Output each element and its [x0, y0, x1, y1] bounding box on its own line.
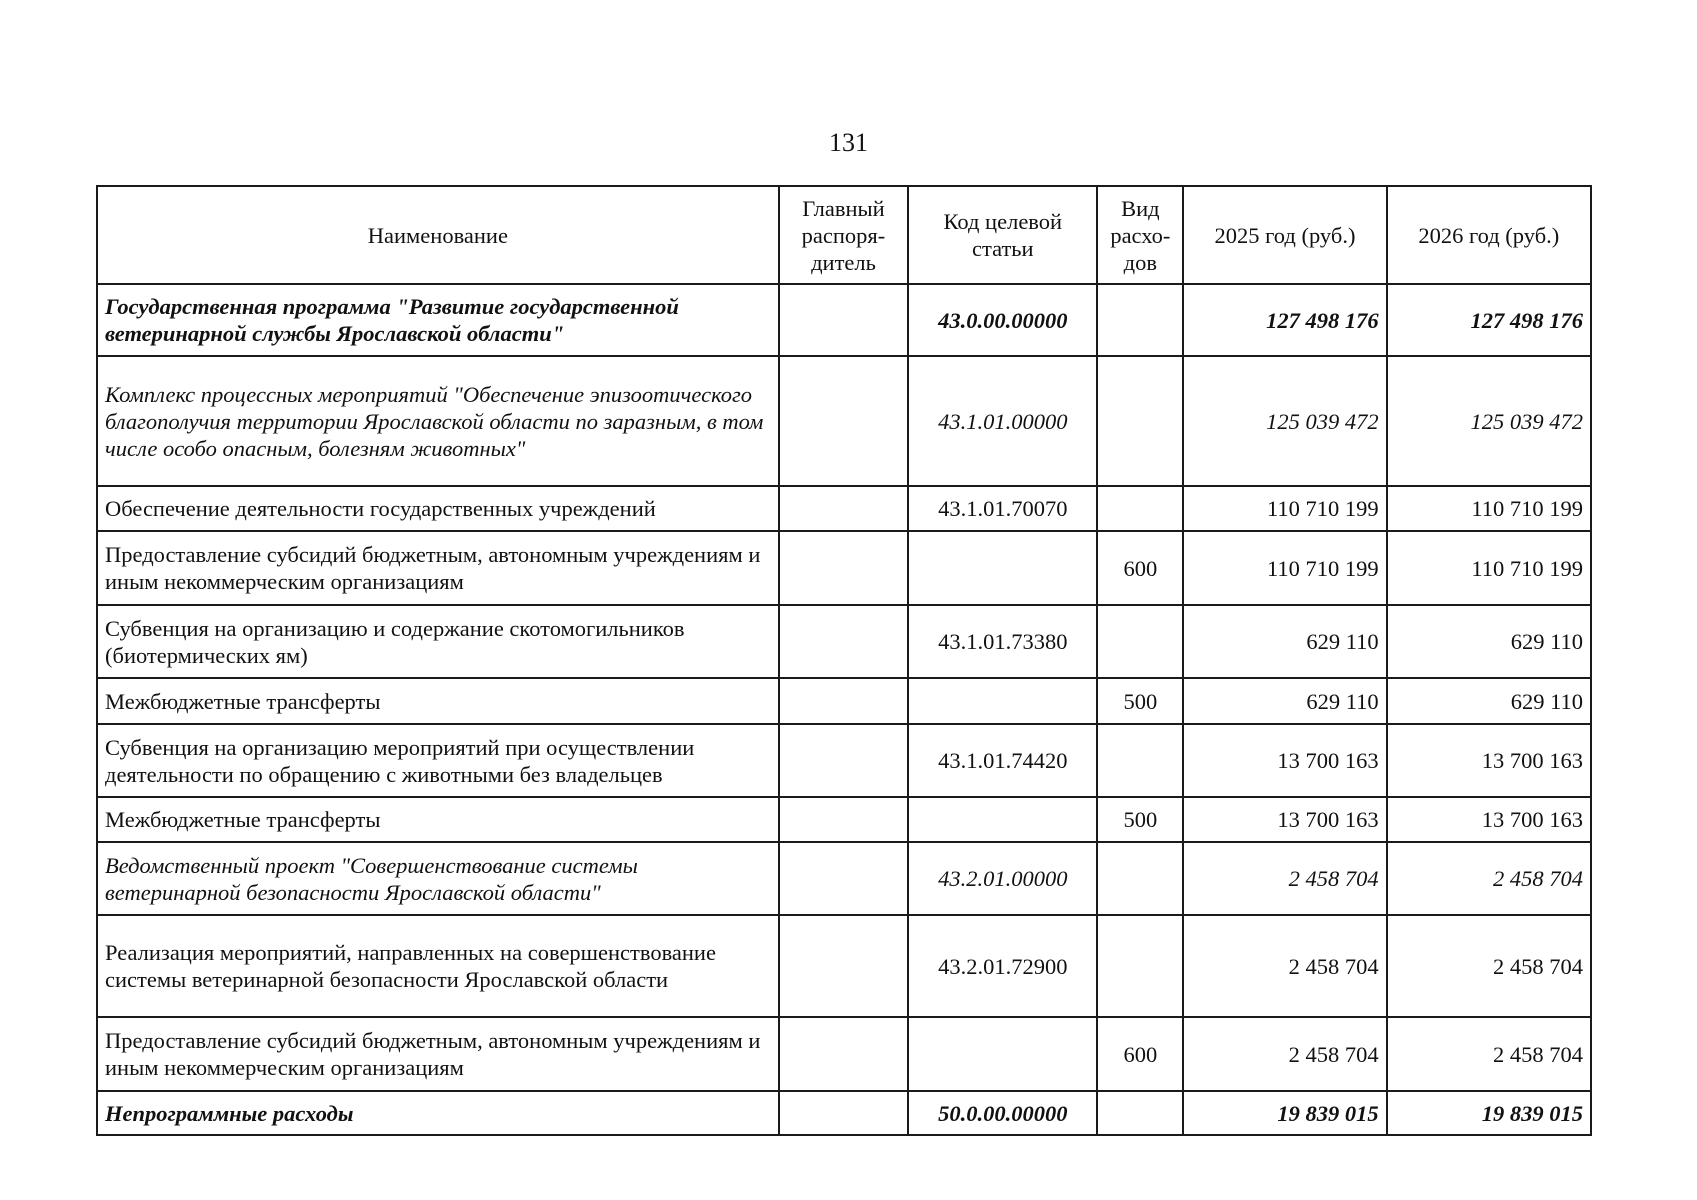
row-manager	[779, 678, 908, 724]
row-name: Межбюджетные трансферты	[97, 678, 779, 724]
row-name: Межбюджетные трансферты	[97, 797, 779, 842]
row-2025: 629 110	[1183, 605, 1386, 678]
row-manager	[779, 1091, 908, 1135]
budget-table	[96, 185, 1592, 1136]
row-manager	[779, 605, 908, 678]
header-name: Наименование	[97, 186, 779, 284]
header-manager: Главный распоря-дитель	[779, 186, 908, 284]
row-manager	[779, 842, 908, 915]
row-2026: 629 110	[1387, 605, 1591, 678]
row-2025: 19 839 015	[1183, 1091, 1386, 1135]
row-2026: 2 458 704	[1387, 915, 1591, 1017]
table-row	[97, 356, 1591, 486]
row-type	[1097, 356, 1183, 486]
row-2026: 2 458 704	[1387, 842, 1591, 915]
row-manager	[779, 1017, 908, 1091]
row-2026: 110 710 199	[1387, 486, 1591, 531]
row-code: 43.1.01.74420	[908, 724, 1097, 797]
table-header-row	[97, 186, 1591, 284]
row-2025: 127 498 176	[1183, 284, 1386, 356]
table-row	[97, 531, 1591, 605]
row-2026: 19 839 015	[1387, 1091, 1591, 1135]
row-2025: 110 710 199	[1183, 486, 1386, 531]
row-manager	[779, 915, 908, 1017]
row-code: 50.0.00.00000	[908, 1091, 1097, 1135]
row-name: Непрограммные расходы	[97, 1091, 779, 1135]
header-2025: 2025 год (руб.)	[1183, 186, 1386, 284]
table-row	[97, 284, 1591, 356]
row-2026: 13 700 163	[1387, 797, 1591, 842]
row-2026: 2 458 704	[1387, 1017, 1591, 1091]
row-type	[1097, 605, 1183, 678]
row-name: Реализация мероприятий, направленных на совершенствование системы ветеринарной безопасности Ярославской области	[97, 915, 779, 1017]
row-2025: 125 039 472	[1183, 356, 1386, 486]
row-code	[908, 531, 1097, 605]
row-type: 500	[1097, 678, 1183, 724]
row-2025: 2 458 704	[1183, 842, 1386, 915]
row-2026: 629 110	[1387, 678, 1591, 724]
row-2025: 13 700 163	[1183, 797, 1386, 842]
row-name: Предоставление субсидий бюджетным, автономным учреждениям и иным некоммерческим организациям	[97, 1017, 779, 1091]
table-row	[97, 486, 1591, 531]
row-code	[908, 1017, 1097, 1091]
row-code: 43.1.01.00000	[908, 356, 1097, 486]
row-name: Субвенция на организацию мероприятий при осуществлении деятельности по обращению с животными без владельцев	[97, 724, 779, 797]
row-name: Ведомственный проект "Совершенствование системы ветеринарной безопасности Ярославской области"	[97, 842, 779, 915]
table-row	[97, 842, 1591, 915]
row-code: 43.2.01.00000	[908, 842, 1097, 915]
row-2025: 2 458 704	[1183, 1017, 1386, 1091]
row-manager	[779, 531, 908, 605]
row-2026: 110 710 199	[1387, 531, 1591, 605]
row-code	[908, 678, 1097, 724]
row-2025: 629 110	[1183, 678, 1386, 724]
header-2026: 2026 год (руб.)	[1387, 186, 1591, 284]
table-row	[97, 724, 1591, 797]
table-row	[97, 678, 1591, 724]
row-name: Государственная программа "Развитие государственной ветеринарной службы Ярославской области"	[97, 284, 779, 356]
row-manager	[779, 284, 908, 356]
row-manager	[779, 724, 908, 797]
row-manager	[779, 797, 908, 842]
page-number: 131	[829, 128, 868, 157]
row-type: 500	[1097, 797, 1183, 842]
row-name: Субвенция на организацию и содержание скотомогильников (биотермических ям)	[97, 605, 779, 678]
row-name: Обеспечение деятельности государственных учреждений	[97, 486, 779, 531]
table-row	[97, 797, 1591, 842]
header-type: Вид расхо-дов	[1097, 186, 1183, 284]
row-2025: 2 458 704	[1183, 915, 1386, 1017]
row-type	[1097, 284, 1183, 356]
row-type	[1097, 486, 1183, 531]
row-manager	[779, 486, 908, 531]
row-2026: 127 498 176	[1387, 284, 1591, 356]
row-name: Предоставление субсидий бюджетным, автономным учреждениям и иным некоммерческим организациям	[97, 531, 779, 605]
row-name: Комплекс процессных мероприятий "Обеспечение эпизоотического благополучия территории Ярославской области по заразным, в том числе особо опасным, болезням животных"	[97, 356, 779, 486]
table-row	[97, 605, 1591, 678]
row-code: 43.2.01.72900	[908, 915, 1097, 1017]
row-2025: 110 710 199	[1183, 531, 1386, 605]
row-2026: 125 039 472	[1387, 356, 1591, 486]
table-row	[97, 1091, 1591, 1135]
row-2026: 13 700 163	[1387, 724, 1591, 797]
row-type: 600	[1097, 1017, 1183, 1091]
row-type	[1097, 724, 1183, 797]
row-code	[908, 797, 1097, 842]
row-2025: 13 700 163	[1183, 724, 1386, 797]
row-type	[1097, 1091, 1183, 1135]
row-code: 43.1.01.70070	[908, 486, 1097, 531]
row-type	[1097, 915, 1183, 1017]
row-code: 43.1.01.73380	[908, 605, 1097, 678]
header-code: Код целевой статьи	[908, 186, 1097, 284]
table-row	[97, 915, 1591, 1017]
row-code: 43.0.00.00000	[908, 284, 1097, 356]
row-type	[1097, 842, 1183, 915]
row-type: 600	[1097, 531, 1183, 605]
table-row	[97, 1017, 1591, 1091]
row-manager	[779, 356, 908, 486]
